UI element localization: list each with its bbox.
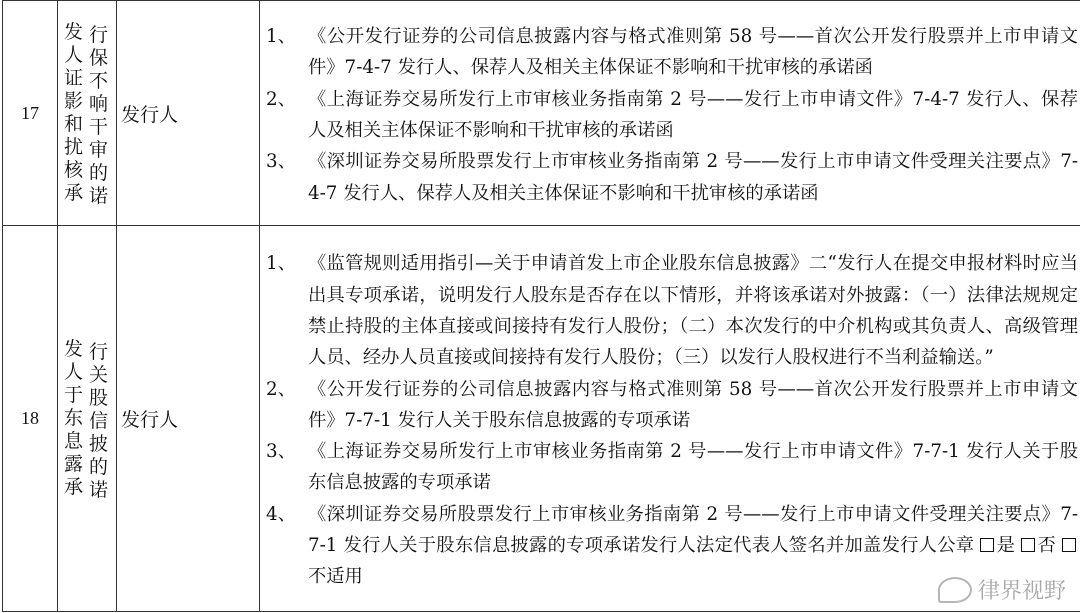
item-name-char: 和: [63, 113, 83, 135]
document-item-number: 2、: [266, 88, 296, 110]
table-row-17: [3, 1, 1080, 226]
responsible-party: 发行人: [117, 226, 260, 612]
item-name-char: 承: [63, 476, 83, 498]
requirements-table: [2, 0, 1080, 612]
document-item-text: [308, 84, 1078, 147]
row-number: 18: [3, 226, 58, 612]
item-name-char: 于: [63, 384, 83, 406]
document-item-text-content: 《上海证券交易所发行上市审核业务指南第 2 号——发行上市申请文件》7-7-1 发行人关于股东信息披露的专项承诺: [308, 441, 1078, 494]
document-item-text-content: 《公开发行证券的公司信息披露内容与格式准则第 58 号——首次公开发行股票并上市申请文件》7-7-1 发行人关于股东信息披露的专项承诺: [308, 378, 1078, 431]
item-name-char: 响: [88, 93, 108, 115]
document-item-text-content: 《公开发行证券的公司信息披露内容与格式准则第 58 号——首次公开发行股票并上市申请文件》7-4-7 发行人、保荐人及相关主体保证不影响和干扰审核的承诺函: [308, 26, 1078, 79]
item-name-char: 披: [88, 433, 108, 455]
item-name-char: 露: [63, 453, 83, 475]
document-item-number: 1、: [266, 26, 296, 48]
document-item-number: 4、: [266, 503, 296, 525]
checkbox-label: 是: [996, 535, 1016, 557]
watermark: [938, 574, 1066, 605]
item-name-char: 的: [88, 456, 108, 478]
item-name-char: 诺: [88, 479, 108, 501]
wechat-logo-icon: [938, 577, 972, 603]
item-name-char: 证: [63, 67, 83, 89]
document-item-number: 3、: [266, 151, 296, 173]
checkbox-0[interactable]: [980, 538, 994, 552]
item-name-char: 人: [63, 44, 83, 66]
item-name-cell: [58, 226, 117, 612]
table-row-18: [3, 226, 1080, 612]
document-item: [266, 248, 1078, 373]
document-item: [266, 374, 1078, 437]
document-item: [266, 146, 1078, 209]
document-item-text: [308, 146, 1078, 209]
item-name-char: 核: [63, 159, 83, 181]
item-name-char: 息: [63, 430, 83, 452]
item-name-char: 东: [63, 407, 83, 429]
item-name-char: 信: [88, 410, 108, 432]
watermark-text: 律界视野: [977, 579, 1066, 604]
item-name-char: 的: [88, 162, 108, 184]
item-name-char: 影: [63, 90, 83, 112]
item-name-char: 承: [63, 182, 83, 204]
responsible-party: 发行人: [117, 1, 260, 226]
item-name: [58, 18, 116, 208]
document-item-text: [308, 374, 1078, 437]
document-item: [266, 84, 1078, 147]
document-item-number: 2、: [266, 378, 296, 400]
checkbox-2[interactable]: [1062, 538, 1076, 552]
document-item-text-content: 《深圳证券交易所股票发行上市审核业务指南第 2 号——发行上市申请文件受理关注要点》7-7-1 发行人关于股东信息披露的专项承诺发行人法定代表人签名并加盖发行人公章: [308, 503, 1078, 557]
item-name-char: 保: [88, 47, 108, 69]
source-documents: [260, 17, 1080, 209]
checkbox-1[interactable]: [1021, 538, 1035, 552]
document-item: [266, 436, 1078, 499]
document-item-text: [308, 248, 1078, 373]
item-name-char: 人: [63, 361, 83, 383]
item-name-char: 关: [88, 364, 108, 386]
checkbox-label: 不适用: [308, 566, 363, 588]
source-documents-cell: [260, 1, 1080, 226]
document-item-text-content: 《深圳证券交易所股票发行上市审核业务指南第 2 号——发行上市申请文件受理关注要点》7-4-7 发行人、保荐人及相关主体保证不影响和干扰审核的承诺函: [308, 151, 1078, 204]
item-name-char: 干: [88, 116, 108, 138]
row-number: 17: [3, 1, 58, 226]
item-name-cell: [58, 1, 117, 226]
item-name-char: 发: [63, 338, 83, 360]
document-item: [266, 21, 1078, 84]
document-item-text-content: 《监管规则适用指引—关于申请首发上市企业股东信息披露》二“发行人在提交申报材料时应当出具专项承诺，说明发行人股东是否存在以下情形，并将该承诺对外披露：（一）法律法规规定禁止持股的主体直接或间接持有发行人股份；（二）本次发行的中介机构或其负责人、高级管理人员、经办人员直接或间接持有发行人股份；（三）以发行人股权进行不当利益输送。”: [308, 253, 1078, 369]
document-item-number: 3、: [266, 441, 296, 463]
item-name-char: 行: [88, 24, 108, 46]
item-name-char: 行: [88, 341, 108, 363]
item-name-char: 审: [88, 139, 108, 161]
document-item-text: [308, 21, 1078, 84]
document-item-text: [308, 436, 1078, 499]
item-name: [58, 335, 116, 502]
source-documents: [260, 244, 1080, 592]
checkbox-label: 否: [1037, 535, 1057, 557]
item-name-char: 发: [63, 21, 83, 43]
source-documents-cell: [260, 226, 1080, 612]
item-name-char: 股: [88, 387, 108, 409]
item-name-char: 诺: [88, 185, 108, 207]
item-name-char: 不: [88, 70, 108, 92]
document-item-text-content: 《上海证券交易所发行上市审核业务指南第 2 号——发行上市申请文件》7-4-7 发行人、保荐人及相关主体保证不影响和干扰审核的承诺函: [308, 88, 1078, 141]
document-item-number: 1、: [266, 253, 296, 275]
item-name-char: 扰: [63, 136, 83, 158]
